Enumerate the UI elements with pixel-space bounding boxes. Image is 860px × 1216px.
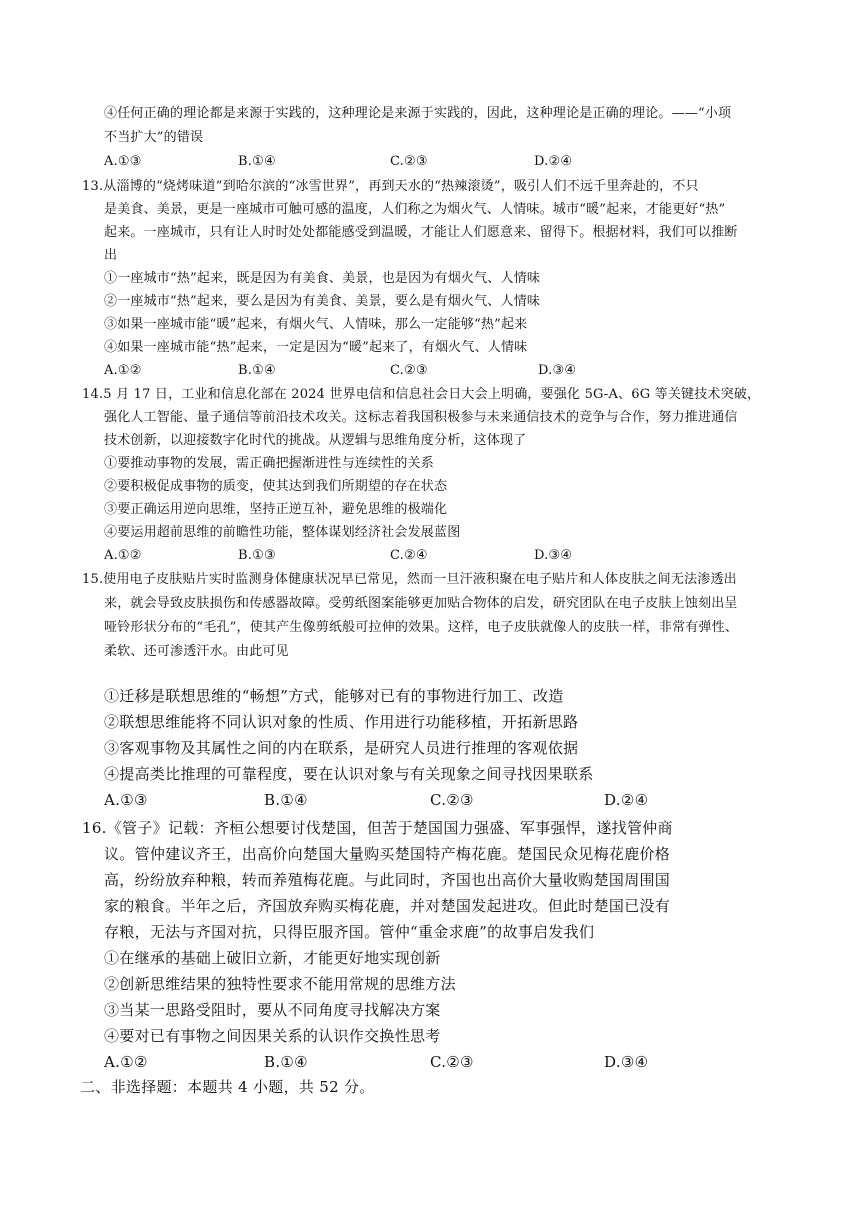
q12-item4-line1: ④任何正确的理论都是来源于实践的，这种理论是来源于实践的，因此，这种理论是正确的理论。——“小项	[104, 106, 732, 121]
q15-stem-line4: 柔软、还可渗透汗水。由此可见	[104, 644, 289, 659]
q16-option-a: A.①②	[104, 1053, 148, 1071]
q15-option-b: B.①④	[264, 791, 308, 809]
q12-option-a: A.①③	[104, 154, 142, 169]
q15-item-2: ②联想思维能将不同认识对象的性质、作用进行功能移植，开拓新思路	[104, 713, 579, 731]
q14-item-4: ④要运用超前思维的前瞻性功能，整体谋划经济社会发展蓝图	[104, 525, 461, 540]
q14-item-3: ③要正确运用逆向思维，坚持正逆互补，避免思维的极端化	[104, 502, 448, 517]
q13-option-a: A.①②	[104, 363, 142, 378]
q15-option-a: A.①③	[104, 791, 148, 809]
q13-option-b: B.①④	[238, 363, 276, 378]
q16-item-2: ②创新思维结果的独特性要求不能用常规的思维方法	[104, 975, 456, 993]
section-2-heading: 二、非选择题：本题共 4 小题，共 52 分。	[80, 1078, 375, 1096]
q13-item-1: ①一座城市“热”起来，既是因为有美食、美景，也是因为有烟火气、人情味	[104, 271, 541, 286]
q13-option-c: C.②③	[390, 363, 428, 378]
q13-stem-line4: 出	[104, 248, 118, 263]
q14-option-b: B.①③	[238, 548, 276, 563]
q14-stem-line3: 技术创新，以迎接数字化时代的挑战。从逻辑与思维角度分析，这体现了	[104, 433, 527, 448]
q14-stem-line2: 强化人工智能、量子通信等前沿技术攻关。这标志着我国积极参与未来通信技术的竞争与合作，努力推进通信	[104, 410, 738, 425]
q15-stem-line2: 来，就会导致皮肤损伤和传感器故障。受剪纸图案能够更加贴合物体的启发，研究团队在电子皮肤上蚀刻出呈	[104, 596, 738, 611]
q12-option-c: C.②③	[390, 154, 428, 169]
q12-option-b: B.①④	[238, 154, 276, 169]
q15-item-4: ④提高类比推理的可靠程度，要在认识对象与有关现象之间寻找因果联系	[104, 765, 594, 783]
q13-item-3: ③如果一座城市能“暖”起来，有烟火气、人情味，那么一定能够“热”起来	[104, 317, 528, 332]
q15-item-3: ③客观事物及其属性之间的内在联系，是研究人员进行推理的客观依据	[104, 739, 579, 757]
q16-option-d: D.③④	[604, 1053, 649, 1071]
q14-option-a: A.①②	[104, 548, 142, 563]
q14-item-1: ①要推动事物的发展，需正确把握渐进性与连续性的关系	[104, 456, 435, 471]
q14-option-c: C.②④	[390, 548, 428, 563]
q15-option-d: D.②④	[604, 791, 649, 809]
q13-stem-line2: 是美食、美景，更是一座城市可触可感的温度，人们称之为烟火气、人情味。城市“暖”起来，才能更好“热”	[104, 202, 726, 217]
q13-item-2: ②一座城市“热”起来，要么是因为有美食、美景，要么是有烟火气、人情味	[104, 294, 541, 309]
q13-item-4: ④如果一座城市能“热”起来，一定是因为“暖”起来了，有烟火气、人情味	[104, 340, 528, 355]
q16-option-b: B.①④	[264, 1053, 308, 1071]
q16-option-c: C.②③	[430, 1053, 474, 1071]
q16-stem-line5: 存粮，无法与齐国对抗，只得臣服齐国。管仲“重金求鹿”的故事启发我们	[104, 923, 595, 941]
q16-stem-line4: 家的粮食。半年之后，齐国放弃购买梅花鹿，并对楚国发起进攻。但此时楚国已没有	[104, 897, 671, 915]
q13-option-d: D.③④	[538, 363, 577, 378]
q12-item4-line2: 不当扩大”的错误	[104, 130, 204, 145]
q14-item-2: ②要积极促成事物的质变，使其达到我们所期望的存在状态	[104, 479, 448, 494]
q13-stem-line1: 13.从淄博的“烧烤味道”到哈尔滨的“冰雪世界”，再到天水的“热辣滚烫”，吸引人们不远千里奔赴的，不只	[82, 179, 699, 194]
q12-option-d: D.②④	[534, 154, 573, 169]
q16-item-3: ③当某一思路受阻时，要从不同角度寻找解决方案	[104, 1001, 441, 1019]
q15-stem-line3: 哑铃形状分布的“毛孔”，使其产生像剪纸般可拉伸的效果。这样，电子皮肤就像人的皮肤一样，非常有弹性、	[104, 620, 739, 635]
q14-stem-line1: 14.5 月 17 日，工业和信息化部在 2024 世界电信和信息社会日大会上明确，要强化 5G-A、6G 等关键技术突破，	[82, 387, 761, 402]
q15-option-c: C.②③	[430, 791, 474, 809]
q14-option-d: D.③④	[534, 548, 573, 563]
q16-item-1: ①在继承的基础上破旧立新，才能更好地实现创新	[104, 949, 441, 967]
q15-item-1: ①迁移是联想思维的“畅想”方式，能够对已有的事物进行加工、改造	[104, 687, 564, 705]
q16-item-4: ④要对已有事物之间因果关系的认识作交换性思考	[104, 1027, 441, 1045]
q16-stem-line2: 议。管仲建议齐王，出高价向楚国大量购买楚国特产梅花鹿。楚国民众见梅花鹿价格	[104, 845, 671, 863]
q13-stem-line3: 起来。一座城市，只有让人时时处处都能感受到温暖，才能让人们愿意来、留得下。根据材料，我们可以推断	[104, 225, 738, 240]
q16-stem-line3: 高，纷纷放弃种粮，转而养殖梅花鹿。与此同时，齐国也出高价大量收购楚国周围国	[104, 871, 671, 889]
q15-stem-line1: 15.使用电子皮肤贴片实时监测身体健康状况早已常见，然而一旦汗液积聚在电子贴片和人体皮肤之间无法渗透出	[82, 572, 737, 587]
q16-stem-line1: 16.《管子》记载：齐桓公想要讨伐楚国，但苦于楚国国力强盛、军事强悍，遂找管仲商	[82, 819, 673, 837]
